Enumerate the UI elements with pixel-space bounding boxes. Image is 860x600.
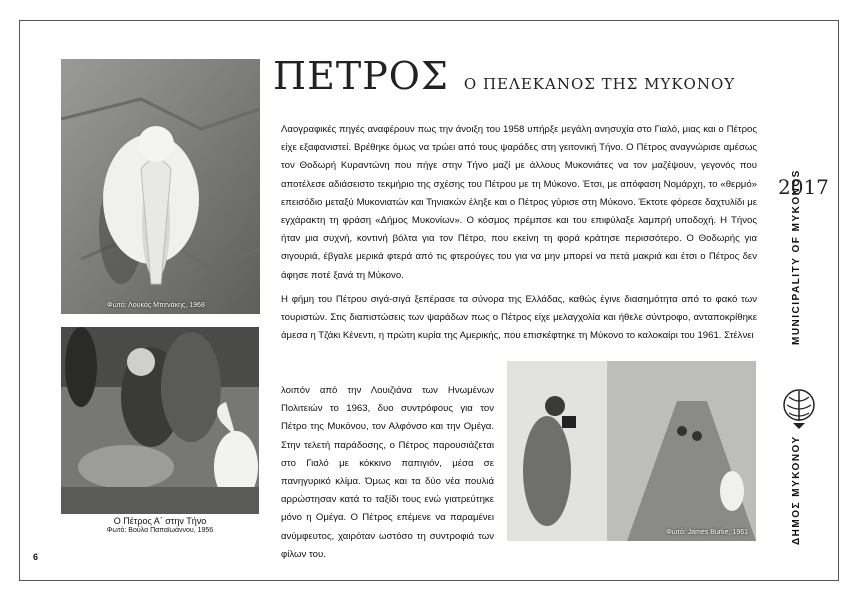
title-subtitle: Ο ΠΕΛΕΚΑΝΟΣ ΤΗΣ ΜΥΚΟΝΟΥ bbox=[463, 75, 736, 93]
caption-credit: Φωτό: Βούλα Παπαϊωάννου, 1956 bbox=[106, 527, 214, 534]
paragraph-3: λοιπόν από την Λουιζιάνα των Ηνωμένων Πολιτειών το 1963, δυο συντρόφους για τον Πέτρο της Μυκόνου, τον Αλφόνσο και την Ομέγα. Στην τελετή παράδοσης, ο Πέτρος παρουσιάζεται στο Γιαλό με κόκκινο παπιγιόν, μέσα σε πανηγυρικό κλίμα. Όμως και τα δύο νέα πουλιά αρρώστησαν κατά το ταξίδι τους ενώ γιατρεύτηκε μόνο η Ομέγα. Ο Πέτρος επέμενε να παραμένει ανύμφευτος, χαιρόταν ωστόσο τη συντροφιά των φίλων του. bbox=[281, 385, 494, 560]
municipality-greek: ΔΗΜΟΣ ΜΥΚΟΝΟΥ bbox=[791, 435, 802, 545]
photo-caption bbox=[61, 516, 259, 534]
photo-credit: Φωτό: Λουκάς Μπενάκης, 1968 bbox=[107, 302, 205, 309]
pelican-photo-top bbox=[61, 59, 260, 314]
photo-credit: Φωτό: James Burke, 1961 bbox=[666, 529, 748, 536]
paragraph-2: Η φήμη του Πέτρου σιγά-σιγά ξεπέρασε τα σύνορα της Ελλάδας, καθώς έγινε διασημότητα από το φακό των τουριστών. Στις διαπιστώσεις των ψαράδων πως ο Πέτρος είχε μελαγχολία και ήθελε σύντροφο, ανταποκρίθηκε άμεσα η Τζάκι Κένεντι, η πρώτη κυρία της Αμερικής, που επισκέφτηκε τη Μύκονο το καλοκαίρι του 1961. Στέλνει bbox=[281, 294, 757, 342]
caption-title: Ο Πέτρος Α΄ στην Τήνο bbox=[113, 516, 207, 526]
alley-photo bbox=[507, 361, 756, 541]
paragraph-1: Λαογραφικές πηγές αναφέρουν πως την άνοιξη του 1958 υπήρξε μεγάλη ανησυχία στο Γιαλό, μιας και ο Πέτρος είχε εξαφανιστεί. Βρέθηκε όμως να τρώει από τους ψαράδες στη γειτονική Τήνο. Ο Πέτρος αναγνώρισε αμέσως τον Θοδωρή Κυραντώνη που πήγε στην Τήνο μαζί με άλλους Μυκονιάτες να τον μαζέψουν, γεγονός που αποτέλεσε αδιάσειστο τεκμήριο της σχέσης του Πέτρου με τη Μύκονο. Έτσι, με απόφαση Νομάρχη, το «θερμό» επεισόδιο μεταξύ Μυκονιατών και Τηνιακών έληξε και ο Πέτρος γύρισε στη Μύκονο. Έκτοτε φόρεσε δαχτυλίδι με εγχάρακτη τη φράση «Δήμος Μυκονίων». Ο κόσμος πρέμπσε και του επιφύλαξε λαμπρή υποδοχή. Η Τήνος ήταν μια συχνή, κοντινή βόλτα για τον Πέτρο, που εκείνη τη φορά κράτησε περισσότερο. Ο Θοδωρής για σιγουριά, έβγαλε μερικά φτερά από τις φτερούγες του για να μην μπορεί να πετά μακριά και έτσι ο Πέτρος δεν άφησε ποτέ ξανά τη Μύκονο. bbox=[281, 124, 757, 281]
title-main: ΠΕΤΡΟΣ bbox=[273, 54, 449, 98]
year-label: 2017 bbox=[778, 175, 829, 199]
municipality-emblem-icon bbox=[779, 383, 819, 431]
market-scene-illustration bbox=[61, 327, 259, 514]
municipality-english: MUNICIPALITY OF MYKONOS bbox=[791, 169, 802, 345]
pelican-illustration bbox=[61, 59, 260, 314]
page-number: 6 bbox=[33, 552, 39, 562]
page-title bbox=[273, 54, 735, 98]
pelican-photo-tinos bbox=[61, 327, 259, 514]
alley-scene-illustration bbox=[507, 361, 756, 541]
